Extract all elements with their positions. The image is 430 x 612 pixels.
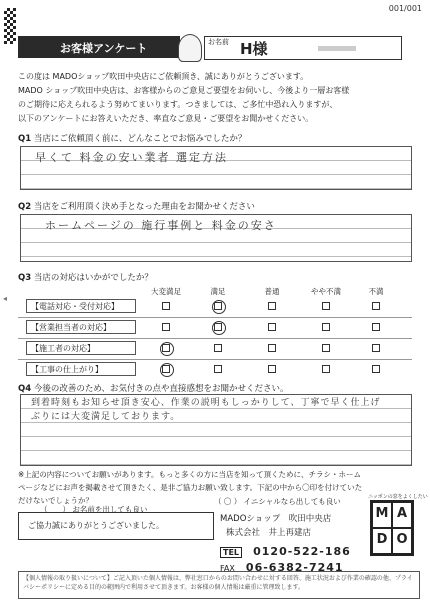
row-divider (18, 359, 412, 360)
q4-answer (21, 395, 411, 425)
customer-name: H様 (240, 40, 268, 58)
q1-answer: 早くて 料金の安い業者 選定方法 (35, 151, 228, 164)
q2-number: Q2 (18, 202, 32, 212)
q1-text: 当店にご依頼頂く前に、どんなことでお悩みでしたか？ (33, 134, 247, 144)
q3-question (18, 271, 153, 283)
row-divider (18, 317, 412, 318)
checkbox-r1-c2[interactable] (214, 302, 222, 310)
privacy-notice: 【個人情報の取り扱いについて】ご記入頂いた個人情報は、弊社窓口からのお問い合わせに対する回答、施工状況および作業の確認の他、プライバシーポリシーに定める目的の範囲内で利用させて頂きます。お客様の個人情報は厳重に管理致します。 (18, 571, 420, 599)
intro-line: 以下のアンケートにお答えいただき、率直なご意見・ご要望をお聞かせください。 (18, 114, 314, 123)
col-slightly-dissatisfied: やや不満 (311, 287, 341, 296)
shop-name: MADOショップ 吹田中央店 (220, 514, 332, 524)
checkbox-r3-c3[interactable] (268, 344, 276, 352)
option-label: イニシャルなら出しても良い (243, 497, 341, 506)
name-label: お名前 (208, 38, 229, 46)
col-dissatisfied: 不満 (368, 287, 384, 296)
intro-line: のご期待に応えられるよう努めてまいります。つきましては、ご多忙中恐れ入りますが、 (18, 100, 338, 109)
logo-letter: M (372, 502, 392, 528)
q4-number: Q4 (18, 384, 32, 394)
company-name: 株式会社 井上再建店 (226, 528, 312, 538)
q4-answer-line: 到着時刻もお知らせ頂き安心、作業の説明もしっかりして、丁寧で早く仕上げ (31, 398, 381, 408)
q4-answer-box (20, 394, 412, 466)
checkbox-r4-c2[interactable] (214, 365, 222, 373)
note-line: ※上記の内容についてお願いがあります。もっと多くの方に当店を知って頂くために、チラシ・ホーム (18, 470, 362, 479)
checkbox-r3-c2[interactable] (214, 344, 222, 352)
col-very-satisfied: 大変満足 (151, 287, 181, 296)
redaction-mark (318, 46, 356, 51)
q1-question (18, 132, 246, 144)
checkbox-r4-c1[interactable] (162, 365, 170, 373)
checker-pattern (4, 8, 16, 44)
q3-number: Q3 (18, 273, 32, 283)
name-box (204, 36, 402, 60)
checkbox-r2-c4[interactable] (322, 323, 330, 331)
q4-answer-line: ぶりには大変満足しております。 (31, 412, 181, 422)
checkbox-r1-c5[interactable] (372, 302, 380, 310)
page-title: お客様アンケート (60, 42, 148, 55)
fax-number: 06-6382-7241 (245, 561, 344, 574)
option-paren: （ 〇 ） (214, 497, 242, 506)
logo-letter: D (372, 528, 392, 554)
checkbox-r4-c4[interactable] (322, 365, 330, 373)
row-label-sales: 【営業担当者の対応】 (26, 320, 136, 334)
q2-text: 当店をご利用頂く決め手となった理由をお聞かせください (33, 202, 255, 212)
fax-label: FAX (220, 564, 235, 573)
tel-number: 0120-522-186 (253, 545, 351, 558)
intro-line: MADO ショップ吹田中央店は、お客様からのご意見ご要望をお伺いし、今後より一層お客様 (18, 86, 350, 95)
logo-letter: A (392, 502, 412, 528)
row-label-finish: 【工事の仕上がり】 (26, 362, 136, 376)
q4-text: 今後の改善のため、お気付きの点や直接感想をお聞かせください。 (33, 384, 289, 394)
option-paren: （ ） (40, 505, 70, 514)
checkbox-r4-c3[interactable] (268, 365, 276, 373)
checkbox-r1-c4[interactable] (322, 302, 330, 310)
checkbox-r1-c1[interactable] (162, 302, 170, 310)
row-label-installer: 【施工者の対応】 (26, 341, 136, 355)
logo-letter: O (392, 528, 412, 554)
checkbox-r4-c5[interactable] (372, 365, 380, 373)
mascot-icon (178, 34, 202, 62)
q3-text: 当店の対応はいかがでしたか？ (33, 273, 153, 283)
tel-label: TEL (220, 547, 242, 558)
row-label-phone: 【電話対応・受付対応】 (26, 299, 136, 313)
checkbox-r3-c1[interactable] (162, 344, 170, 352)
row-divider (18, 338, 412, 339)
q1-answer-box (20, 146, 412, 190)
q2-question (18, 200, 255, 212)
q1-number: Q1 (18, 134, 32, 144)
mado-logo (370, 500, 414, 556)
thanks-text: ご協力誠にありがとうございました。 (28, 521, 164, 530)
checkbox-r2-c2[interactable] (214, 323, 222, 331)
option-label: お名前を出しても良い (72, 505, 148, 514)
fax-page-number: 001/001 (388, 4, 422, 13)
option-initial-ok[interactable] (214, 496, 341, 507)
note-line: だけないでしょうか？ (18, 496, 93, 505)
checkbox-r3-c5[interactable] (372, 344, 380, 352)
checkbox-r3-c4[interactable] (322, 344, 330, 352)
q2-answer-box (20, 214, 412, 262)
q2-answer: ホームページの 施行事例と 料金の安さ (45, 219, 277, 232)
q4-question (18, 382, 289, 394)
checkbox-r2-c1[interactable] (162, 323, 170, 331)
checkbox-r2-c5[interactable] (372, 323, 380, 331)
logo-tagline: ニッポンの窓をよくしたい (368, 494, 428, 500)
intro-text (18, 70, 418, 126)
intro-line: この度は MADOショップ吹田中央店にご依頼頂き、誠にありがとうございます。 (18, 72, 309, 81)
note-line: ページなどにお声を掲載させて頂きたく、是非ご協力お願い致します。下記の中から〇印を付けていた (18, 483, 363, 492)
col-normal: 普通 (264, 287, 280, 296)
checkbox-r2-c3[interactable] (268, 323, 276, 331)
side-mark: ◂ (3, 294, 8, 303)
col-satisfied: 満足 (210, 287, 226, 296)
checkbox-r1-c3[interactable] (268, 302, 276, 310)
